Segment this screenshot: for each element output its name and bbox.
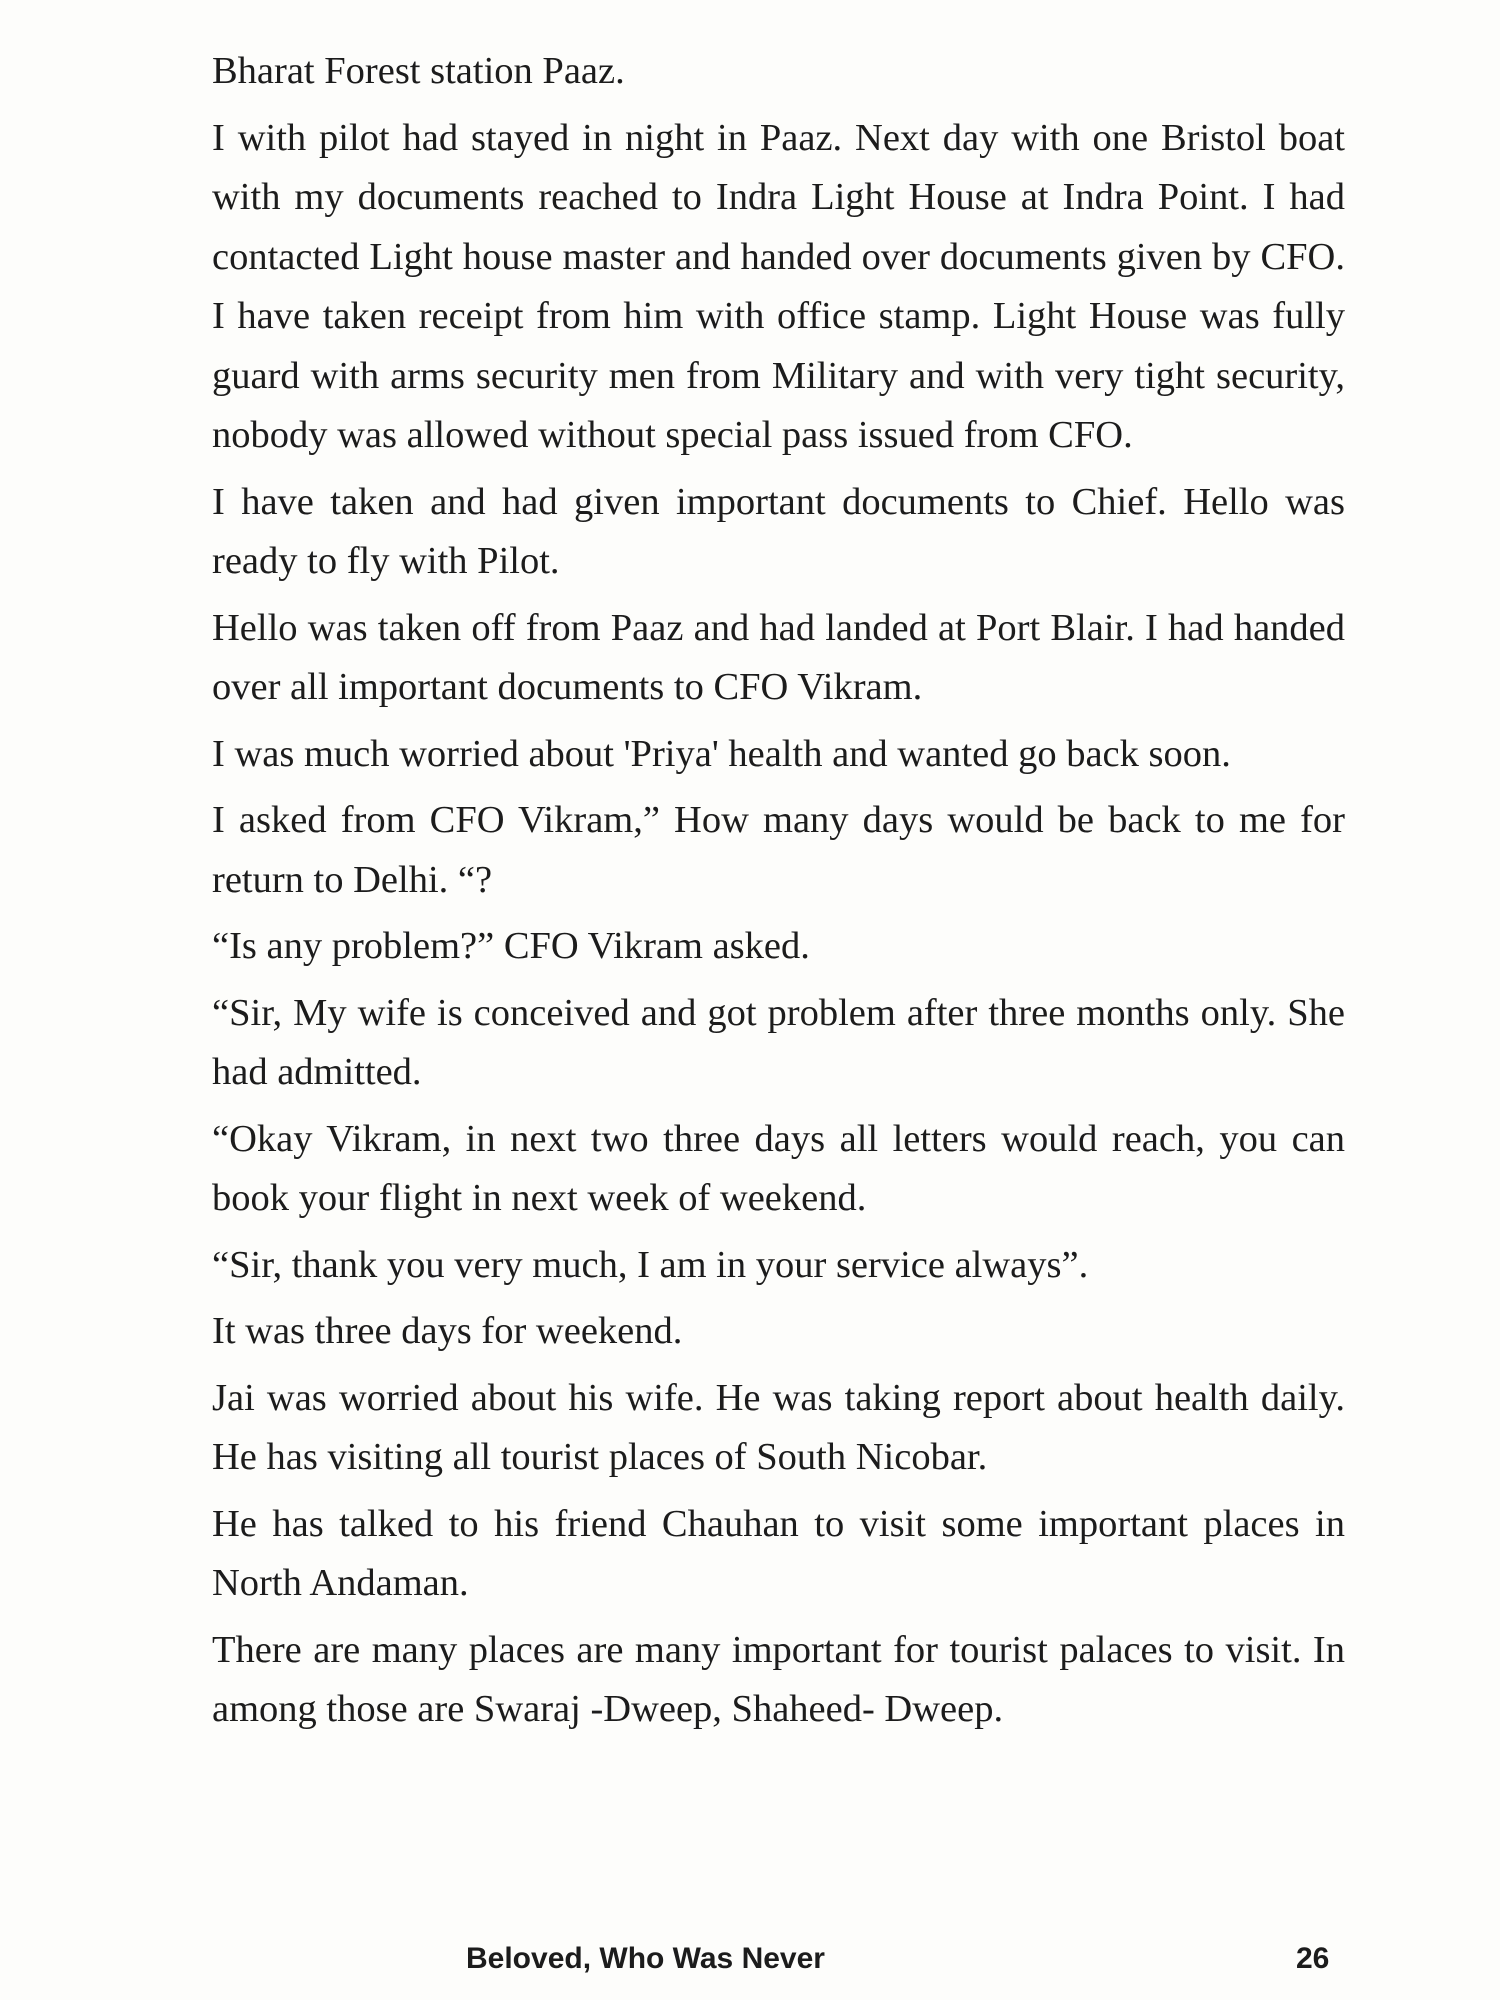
paragraph: I have taken and had given important documents to Chief. Hello was ready to fly with Pilot.: [212, 480, 1345, 582]
paragraph: “Okay Vikram, in next two three days all letters would reach, you can book your flight in next week of weekend.: [212, 1117, 1345, 1219]
footer-page-number: 26: [1296, 1942, 1330, 1975]
paragraph: Jai was worried about his wife. He was taking report about health daily. He has visiting all tourist places of South Nicobar.: [212, 1376, 1345, 1478]
paragraph: I asked from CFO Vikram,” How many days would be back to me for return to Delhi. “?: [212, 799, 1345, 901]
paragraph: I with pilot had stayed in night in Paaz. Next day with one Bristol boat with my documents reached to Indra Light House at Indra Point. I had contacted Light house master and handed over documents given by CFO. I have taken receipt from him with office stamp. Light House was fully guard with arms security men from Military and with very tight security, nobody was allowed without special pass issued from CFO.: [212, 116, 1345, 456]
paragraph: I was much worried about 'Priya' health and wanted go back soon.: [212, 732, 1231, 775]
paragraph: “Sir, My wife is conceived and got problem after three months only. She had admitted.: [212, 991, 1345, 1093]
paragraph: Hello was taken off from Paaz and had landed at Port Blair. I had handed over all important documents to CFO Vikram.: [212, 606, 1345, 708]
paragraph: “Is any problem?” CFO Vikram asked.: [212, 925, 810, 967]
paragraph: He has talked to his friend Chauhan to visit some important places in North Andaman.: [212, 1502, 1345, 1604]
paragraph: “Sir, thank you very much, I am in your service always”.: [212, 1243, 1089, 1286]
page-body-text: [212, 42, 1345, 1747]
footer-book-title: Beloved, Who Was Never: [466, 1942, 825, 1975]
paragraph: Bharat Forest station Paaz.: [212, 50, 625, 92]
paragraph: There are many places are many important for tourist palaces to visit. In among those are Swaraj -Dweep, Shaheed- Dweep.: [212, 1628, 1345, 1730]
paragraph: It was three days for weekend.: [212, 1310, 683, 1352]
